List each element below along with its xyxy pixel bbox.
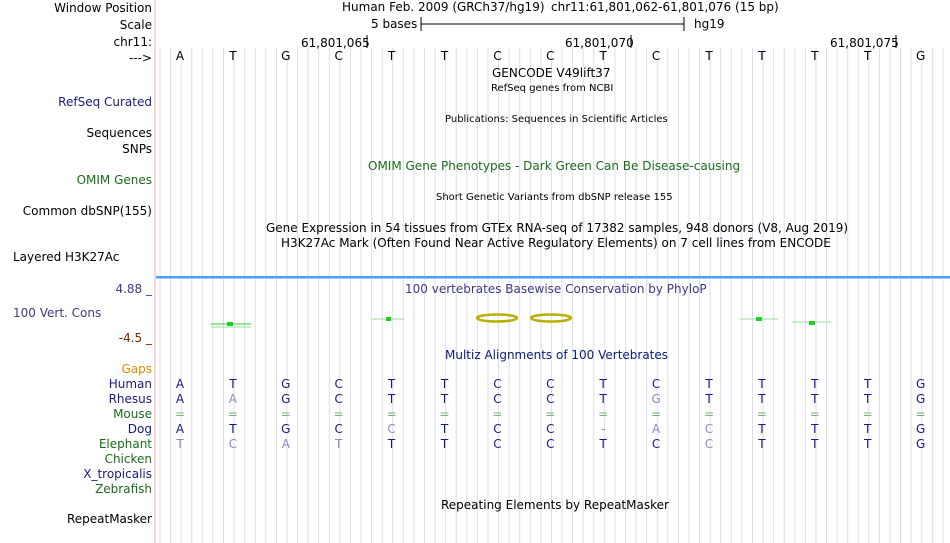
reference-base: T — [811, 49, 819, 63]
gencode-title[interactable]: GENCODE V49lift37 — [492, 66, 611, 80]
reference-base: T — [387, 49, 396, 63]
alignment-base: C — [546, 377, 555, 391]
reference-base: G — [281, 49, 291, 63]
reference-base: C — [651, 49, 661, 63]
alignment-base: A — [651, 422, 661, 436]
alignment-base: T — [864, 377, 872, 391]
alignment-base: T — [335, 437, 343, 451]
alignment-base: = — [439, 407, 450, 421]
gtex-title: Gene Expression in 54 tissues from GTEx RNA-seq of 17382 samples, 948 donors (V8, Aug 2019) — [266, 221, 849, 235]
alignment-base: C — [651, 437, 661, 451]
alignment-base: = — [174, 407, 186, 421]
alignment-base: T — [811, 377, 819, 391]
alignment-base: T — [599, 437, 607, 451]
alignment-base: T — [811, 437, 819, 451]
scale-db: hg19 — [694, 17, 725, 31]
multiz-title: Multiz Alignments of 100 Vertebrates — [445, 348, 669, 362]
reference-base: T — [599, 49, 607, 63]
alignment-base: = — [227, 407, 238, 421]
alignment-base: = — [386, 407, 397, 421]
species-label[interactable]: Mouse — [113, 407, 152, 421]
alignment-base: T — [387, 392, 396, 406]
alignment-base: T — [440, 392, 449, 406]
alignment-base: C — [228, 437, 238, 451]
track-separator — [156, 276, 950, 278]
alignment-base: T — [599, 392, 607, 406]
sequences-label[interactable]: Sequences — [86, 126, 152, 140]
alignment-base: G — [281, 377, 291, 391]
h3k27-title: H3K27Ac Mark (Often Found Near Active Regulatory Elements) on 7 cell lines from ENCODE — [281, 236, 831, 250]
refseq-subtitle: RefSeq genes from NCBI — [491, 83, 614, 94]
h3k27-label[interactable]: Layered H3K27Ac — [13, 250, 120, 264]
alignment-base: = — [809, 407, 820, 421]
alignment-base: A — [175, 377, 185, 391]
alignment-base: T — [387, 437, 396, 451]
alignment-base: A — [228, 392, 237, 406]
alignment-base: T — [440, 437, 449, 451]
reference-base: C — [493, 49, 502, 63]
alignment-base: = — [915, 407, 926, 421]
alignment-base: T — [864, 437, 872, 451]
alignment-base: - — [601, 422, 606, 436]
alignment-base: T — [758, 422, 766, 436]
alignment-base: T — [758, 392, 766, 406]
alignment-base: T — [758, 377, 766, 391]
cons-min-label: -4.5 _ — [118, 331, 152, 345]
gaps-label[interactable]: Gaps — [121, 362, 152, 376]
alignment-base: G — [281, 422, 291, 436]
alignment-base: T — [387, 377, 396, 391]
alignment-base: C — [334, 392, 343, 406]
species-label[interactable]: Human — [108, 377, 152, 391]
scale-label: Scale — [119, 18, 152, 32]
alignment-base: = — [862, 407, 873, 421]
species-label[interactable]: Dog — [127, 422, 152, 436]
alignment-base: C — [334, 422, 343, 436]
alignment-base: A — [281, 437, 290, 451]
species-label[interactable]: Chicken — [104, 452, 152, 466]
repeat-title: Repeating Elements by RepeatMasker — [441, 498, 669, 512]
alignment-base: G — [915, 377, 926, 391]
alignment-base: T — [864, 392, 872, 406]
alignment-base: T — [705, 377, 713, 391]
reference-base: C — [334, 49, 343, 63]
alignment-base: T — [758, 437, 766, 451]
chrom-label: chr11: — [113, 35, 152, 49]
alignment-base: C — [493, 377, 502, 391]
reference-base: T — [705, 49, 713, 63]
alignment-base: C — [651, 377, 661, 391]
coordinate-label: 61,801,070 — [565, 36, 634, 50]
alignment-base: C — [493, 392, 502, 406]
omim-title: OMIM Gene Phenotypes - Dark Green Can Be Disease-causing — [368, 159, 741, 173]
reference-base: T — [440, 49, 449, 63]
alignment-base: C — [546, 422, 555, 436]
alignment-base: T — [705, 392, 713, 406]
alignment-base: T — [229, 422, 237, 436]
alignment-base: G — [915, 422, 926, 436]
cons-title: 100 vertebrates Basewise Conservation by PhyloP — [405, 282, 707, 296]
alignment-base: T — [599, 377, 607, 391]
dbsnp-label[interactable]: Common dbSNP(155) — [22, 204, 152, 218]
alignment-base: T — [440, 422, 449, 436]
reference-base: C — [546, 49, 555, 63]
cons-label[interactable]: 100 Vert. Cons — [13, 306, 102, 320]
cons-max-label: 4.88 _ — [115, 282, 152, 296]
coordinate-label: 61,801,065 — [301, 36, 370, 50]
conservation-plot — [211, 315, 831, 328]
alignment-base: = — [492, 407, 503, 421]
position-text: chr11:61,801,062-61,801,076 (15 bp) — [551, 0, 779, 14]
alignment-base: G — [915, 392, 926, 406]
alignment-base: = — [756, 407, 767, 421]
coordinate-label: 61,801,075 — [830, 36, 899, 50]
dbsnp-title: Short Genetic Variants from dbSNP release 155 — [436, 192, 673, 203]
assembly-text: Human Feb. 2009 (GRCh37/hg19) — [342, 0, 545, 14]
omim-label[interactable]: OMIM Genes — [76, 173, 152, 187]
reference-base: A — [175, 49, 185, 63]
alignment-base: G — [651, 392, 661, 406]
species-label[interactable]: Zebrafish — [95, 482, 152, 496]
alignment-base: G — [281, 392, 291, 406]
alignment-base: T — [811, 422, 819, 436]
reference-base: T — [758, 49, 766, 63]
scale-bar — [421, 17, 684, 31]
reference-base: G — [915, 49, 926, 63]
species-label[interactable]: X_tropicalis — [83, 467, 152, 481]
strand-label[interactable]: ---> — [128, 51, 152, 65]
alignment-base: T — [864, 422, 872, 436]
reference-base: T — [229, 49, 237, 63]
snps-label[interactable]: SNPs — [122, 142, 152, 156]
alignment-base: C — [704, 437, 714, 451]
alignment-base: = — [280, 407, 291, 421]
refseq-label[interactable]: RefSeq Curated — [58, 95, 152, 109]
alignment-base: G — [915, 437, 926, 451]
alignment-base: = — [703, 407, 715, 421]
alignment-base: T — [440, 377, 449, 391]
publications-title: Publications: Sequences in Scientific Articles — [445, 114, 668, 125]
reference-base: T — [864, 49, 872, 63]
alignment-base: = — [651, 407, 662, 421]
alignment-base: A — [175, 392, 185, 406]
alignment-base: C — [334, 377, 343, 391]
alignment-base: C — [546, 437, 555, 451]
alignment-base: T — [811, 392, 819, 406]
alignment-base: = — [333, 407, 344, 421]
alignment-base: T — [176, 437, 184, 451]
alignment-base: C — [704, 422, 714, 436]
repeat-label[interactable]: RepeatMasker — [66, 512, 152, 526]
alignment-base: C — [493, 437, 502, 451]
alignment-base: = — [545, 407, 556, 421]
alignment-base: = — [598, 407, 609, 421]
alignment-base: A — [175, 422, 185, 436]
alignment-base: C — [493, 422, 502, 436]
alignment-base: C — [546, 392, 555, 406]
species-label[interactable]: Elephant — [98, 437, 152, 451]
scale-text: 5 bases — [371, 17, 418, 31]
alignment-base: T — [229, 377, 237, 391]
alignment-base: C — [387, 422, 396, 436]
species-label[interactable]: Rhesus — [108, 392, 152, 406]
window-position-label: Window Position — [54, 1, 152, 15]
